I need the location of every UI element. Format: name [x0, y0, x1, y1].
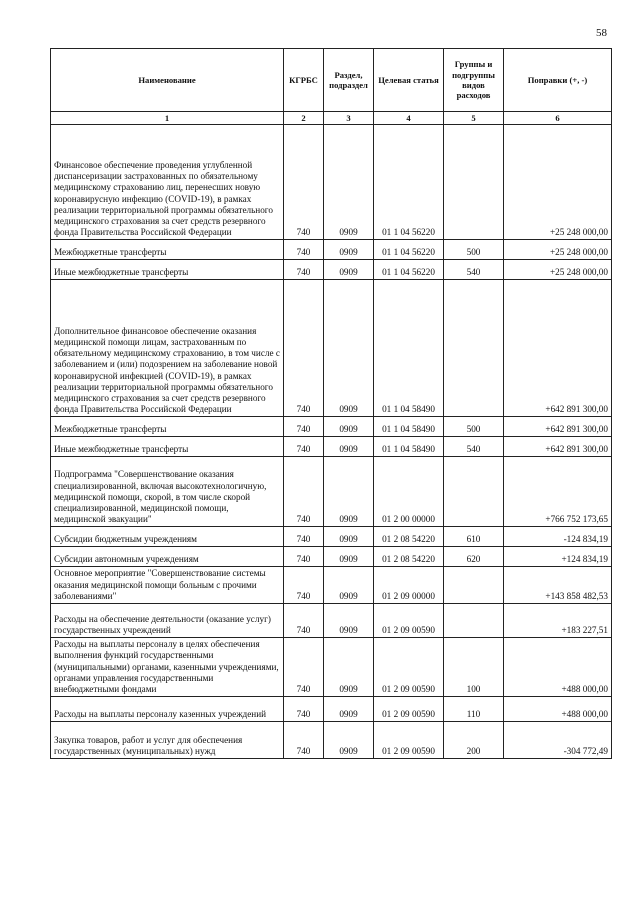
cell-section: 0909	[324, 417, 374, 437]
cell-name: Закупка товаров, работ и услуг для обеспечения государственных (муниципальных) нужд	[51, 722, 284, 759]
cell-section: 0909	[324, 125, 374, 240]
cell-name: Расходы на обеспечение деятельности (оказание услуг) государственных учреждений	[51, 604, 284, 638]
cell-target: 01 1 04 56220	[374, 240, 444, 260]
cell-group	[444, 280, 504, 417]
header-group: Группы и подгруппы видов расходов	[444, 49, 504, 112]
page-number: 58	[596, 27, 607, 39]
column-number-3: 3	[324, 112, 374, 125]
cell-group	[444, 567, 504, 604]
cell-amount: +642 891 300,00	[504, 417, 612, 437]
cell-kgrbs: 740	[284, 697, 324, 722]
table-row	[51, 638, 612, 697]
cell-group: 200	[444, 722, 504, 759]
cell-amount: +488 000,00	[504, 697, 612, 722]
cell-section: 0909	[324, 722, 374, 759]
cell-section: 0909	[324, 567, 374, 604]
cell-amount: +488 000,00	[504, 638, 612, 697]
table-row	[51, 260, 612, 280]
cell-amount: +143 858 482,53	[504, 567, 612, 604]
cell-kgrbs: 740	[284, 240, 324, 260]
column-number-1: 1	[51, 112, 284, 125]
cell-amount: +766 752 173,65	[504, 457, 612, 527]
table-row	[51, 697, 612, 722]
cell-group	[444, 457, 504, 527]
cell-target: 01 2 09 00590	[374, 722, 444, 759]
cell-name: Иные межбюджетные трансферты	[51, 260, 284, 280]
header-amount: Поправки (+, -)	[504, 49, 612, 112]
table-row	[51, 417, 612, 437]
cell-target: 01 2 09 00590	[374, 638, 444, 697]
table-row	[51, 547, 612, 567]
cell-group: 540	[444, 260, 504, 280]
cell-name: Субсидии бюджетным учреждениям	[51, 527, 284, 547]
cell-kgrbs: 740	[284, 417, 324, 437]
cell-kgrbs: 740	[284, 457, 324, 527]
cell-name: Основное мероприятие "Совершенствование системы оказания медицинской помощи больным с прочими заболеваниями"	[51, 567, 284, 604]
cell-section: 0909	[324, 604, 374, 638]
column-number-4: 4	[374, 112, 444, 125]
cell-target: 01 2 00 00000	[374, 457, 444, 527]
table-body	[51, 125, 612, 759]
cell-target: 01 1 04 56220	[374, 260, 444, 280]
header-target: Целевая статья	[374, 49, 444, 112]
cell-name: Расходы на выплаты персоналу в целях обеспечения выполнения функций государственными (муниципальными) органами, казенными учреждениями, органами управления государственными внебюджетными фондами	[51, 638, 284, 697]
cell-section: 0909	[324, 547, 374, 567]
cell-kgrbs: 740	[284, 604, 324, 638]
cell-group: 500	[444, 240, 504, 260]
header-name: Наименование	[51, 49, 284, 112]
cell-section: 0909	[324, 280, 374, 417]
cell-group: 500	[444, 417, 504, 437]
header-section: Раздел, подраздел	[324, 49, 374, 112]
cell-group: 540	[444, 437, 504, 457]
cell-amount: +124 834,19	[504, 547, 612, 567]
cell-kgrbs: 740	[284, 260, 324, 280]
cell-section: 0909	[324, 697, 374, 722]
table-row	[51, 567, 612, 604]
budget-table	[50, 48, 612, 759]
column-number-5: 5	[444, 112, 504, 125]
cell-kgrbs: 740	[284, 567, 324, 604]
cell-target: 01 2 08 54220	[374, 527, 444, 547]
table-row	[51, 437, 612, 457]
table-row	[51, 722, 612, 759]
cell-name: Межбюджетные трансферты	[51, 417, 284, 437]
cell-group	[444, 125, 504, 240]
cell-name: Субсидии автономным учреждениям	[51, 547, 284, 567]
table-row	[51, 280, 612, 417]
cell-amount: +25 248 000,00	[504, 125, 612, 240]
cell-kgrbs: 740	[284, 125, 324, 240]
header-kgrbs: КГРБС	[284, 49, 324, 112]
cell-amount: +25 248 000,00	[504, 240, 612, 260]
cell-group: 100	[444, 638, 504, 697]
cell-amount: -304 772,49	[504, 722, 612, 759]
cell-kgrbs: 740	[284, 280, 324, 417]
column-number-6: 6	[504, 112, 612, 125]
cell-target: 01 2 08 54220	[374, 547, 444, 567]
cell-section: 0909	[324, 260, 374, 280]
column-number-row	[51, 112, 612, 125]
cell-target: 01 2 09 00590	[374, 697, 444, 722]
column-number-2: 2	[284, 112, 324, 125]
cell-amount: -124 834,19	[504, 527, 612, 547]
cell-kgrbs: 740	[284, 547, 324, 567]
cell-target: 01 1 04 56220	[374, 125, 444, 240]
table-header	[51, 49, 612, 125]
cell-section: 0909	[324, 638, 374, 697]
cell-section: 0909	[324, 437, 374, 457]
table-row	[51, 604, 612, 638]
cell-target: 01 1 04 58490	[374, 280, 444, 417]
cell-amount: +642 891 300,00	[504, 280, 612, 417]
cell-amount: +25 248 000,00	[504, 260, 612, 280]
cell-target: 01 1 04 58490	[374, 437, 444, 457]
cell-name: Дополнительное финансовое обеспечение оказания медицинской помощи лицам, застрахованным по обязательному медицинскому страхованию, в том числе с заболеванием и (или) подозрением на заболевание новой коронавирусной инфекцией (COVID-19), в рамках реализации территориальной программы обязательного медицинского страхования за счет средств резервного фонда Правительства Российской Федерации	[51, 280, 284, 417]
cell-name: Подпрограмма "Совершенствование оказания специализированной, включая высокотехнологичную, медицинской помощи, скорой, в том числе скорой специализированной, медицинской помощи, медицинской эвакуации"	[51, 457, 284, 527]
cell-group: 610	[444, 527, 504, 547]
cell-kgrbs: 740	[284, 638, 324, 697]
cell-kgrbs: 740	[284, 722, 324, 759]
cell-name: Межбюджетные трансферты	[51, 240, 284, 260]
table-row	[51, 240, 612, 260]
cell-kgrbs: 740	[284, 437, 324, 457]
cell-amount: +183 227,51	[504, 604, 612, 638]
cell-target: 01 2 09 00590	[374, 604, 444, 638]
cell-section: 0909	[324, 527, 374, 547]
cell-group: 110	[444, 697, 504, 722]
cell-name: Иные межбюджетные трансферты	[51, 437, 284, 457]
header-row	[51, 49, 612, 112]
cell-section: 0909	[324, 240, 374, 260]
cell-target: 01 2 09 00000	[374, 567, 444, 604]
cell-section: 0909	[324, 457, 374, 527]
cell-target: 01 1 04 58490	[374, 417, 444, 437]
cell-group: 620	[444, 547, 504, 567]
table-row	[51, 457, 612, 527]
cell-kgrbs: 740	[284, 527, 324, 547]
table-row	[51, 125, 612, 240]
cell-name: Расходы на выплаты персоналу казенных учреждений	[51, 697, 284, 722]
cell-name: Финансовое обеспечение проведения углубленной диспансеризации застрахованных по обязательному медицинскому страхованию лиц, перенесших новую коронавирусную инфекцию (COVID-19), в рамках реализации территориальной программы обязательного медицинского страхования за счет средств резервного фонда Правительства Российской Федерации	[51, 125, 284, 240]
cell-group	[444, 604, 504, 638]
cell-amount: +642 891 300,00	[504, 437, 612, 457]
table-row	[51, 527, 612, 547]
